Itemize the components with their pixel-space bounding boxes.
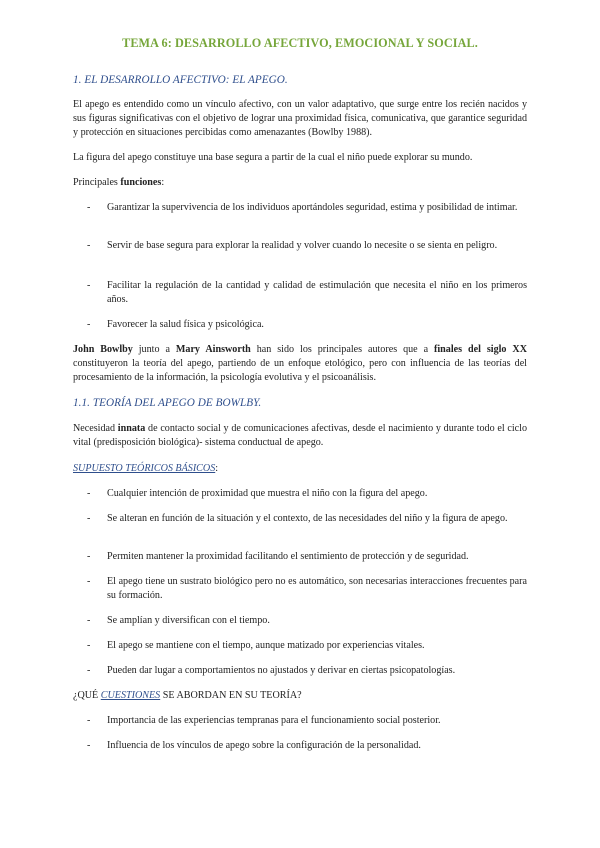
- list-item: [87, 639, 527, 653]
- supuestos-heading: [73, 462, 527, 476]
- bullet-dash: -: [87, 202, 91, 213]
- funciones-suffix: :: [161, 177, 165, 188]
- cuestiones-post: SE ABORDAN EN SU TEORÍA?: [160, 690, 302, 701]
- paragraph-apego-definition: El apego es entendido como un vínculo afectivo, con un valor adaptativo, que surge entre los recién nacidos y sus figuras significativas con el objetivo de lograr una proximidad física, comunicativa, que garantice seguridad y protección en situaciones percibidas como amenazantes (Bowlby 1988).: [73, 99, 527, 139]
- bullet-dash: -: [87, 280, 91, 291]
- authors-text-3: constituyeron la teoría del apego, partiendo de un enfoque etológico, pero con influencia de las teorías del procesamiento de la información, la psicología evolutiva y el psicoanálisis.: [73, 358, 527, 384]
- list-item-text: Se alteran en función de la situación y el contexto, de las necesidades del niño y la figura de apego.: [107, 513, 508, 524]
- bullet-dash: -: [87, 715, 91, 726]
- list-item: [87, 487, 527, 501]
- supuestos-colon: :: [215, 463, 219, 474]
- list-item: [87, 512, 527, 526]
- list-item-text: Garantizar la supervivencia de los individuos aportándoles seguridad, estima y posibilidad de intimar.: [107, 202, 518, 213]
- author-bowlby: John Bowlby: [73, 344, 133, 355]
- cuestiones-pre: ¿QUÉ: [73, 690, 101, 701]
- section-heading-1-1: 1.1. TEORÍA DEL APEGO DE BOWLBY.: [73, 397, 262, 409]
- section-heading-1: 1. EL DESARROLLO AFECTIVO: EL APEGO.: [73, 74, 288, 86]
- list-item-text: Influencia de los vínculos de apego sobre la configuración de la personalidad.: [107, 740, 421, 751]
- list-item-text: Servir de base segura para explorar la realidad y volver cuando lo necesite o se sienta en peligro.: [107, 240, 498, 251]
- funciones-label: [73, 176, 527, 190]
- list-item: [87, 239, 527, 253]
- cuestiones-underlined: CUESTIONES: [100, 690, 161, 701]
- bullet-dash: -: [87, 551, 91, 562]
- list-item-text: Favorecer la salud física y psicológica.: [107, 319, 264, 330]
- list-item: [87, 279, 527, 307]
- list-item: [87, 614, 527, 628]
- list-item-text: Facilitar la regulación de la cantidad y calidad de estimulación que necesita el niño en los primeros años.: [107, 280, 527, 306]
- authors-era: finales del siglo XX: [434, 344, 527, 355]
- page-title: TEMA 6: DESARROLLO AFECTIVO, EMOCIONAL Y SOCIAL.: [122, 36, 478, 50]
- bullet-dash: -: [87, 513, 91, 524]
- list-item: [87, 664, 527, 678]
- list-item-text: Permiten mantener la proximidad facilitando el sentimiento de protección y de seguridad.: [107, 551, 469, 562]
- funciones-prefix: Principales: [73, 177, 121, 188]
- authors-text-2: han sido los principales autores que a: [250, 344, 435, 355]
- list-item-text: El apego tiene un sustrato biológico pero no es automático, son necesarias interacciones frecuentes para su formación.: [107, 576, 527, 602]
- necesidad-suffix: de contacto social y de comunicaciones afectivas, desde el nacimiento y durante todo el ciclo vital (predisposición biológica)- sistema conductual de apego.: [73, 423, 528, 449]
- list-item-text: Se amplían y diversifican con el tiempo.: [107, 615, 270, 626]
- list-item: [87, 201, 527, 215]
- list-item: [87, 575, 527, 603]
- funciones-bold: funciones: [120, 177, 162, 188]
- bullet-dash: -: [87, 240, 91, 251]
- list-item-text: Importancia de las experiencias tempranas para el funcionamiento social posterior.: [107, 715, 441, 726]
- list-item-text: El apego se mantiene con el tiempo, aunque matizado por experiencias vitales.: [107, 640, 425, 651]
- necesidad-prefix: Necesidad: [73, 423, 118, 434]
- list-item: [87, 318, 527, 332]
- list-item-text: Cualquier intención de proximidad que muestra el niño con la figura del apego.: [107, 488, 428, 499]
- authors-text-1: junto a: [132, 344, 176, 355]
- innata-bold: innata: [117, 423, 146, 434]
- paragraph-authors: [73, 343, 527, 386]
- paragraph-necesidad-innata: [73, 422, 527, 450]
- supuestos-heading-text: SUPUESTO TEÓRICOS BÁSICOS: [73, 463, 216, 474]
- bullet-dash: -: [87, 665, 91, 676]
- paragraph-base-segura: La figura del apego constituye una base segura a partir de la cual el niño puede explorar su mundo.: [73, 152, 473, 163]
- bullet-dash: -: [87, 640, 91, 651]
- bullet-dash: -: [87, 615, 91, 626]
- list-item: [87, 739, 527, 753]
- list-item: [87, 550, 527, 564]
- bullet-dash: -: [87, 576, 91, 587]
- bullet-dash: -: [87, 740, 91, 751]
- list-item: [87, 714, 527, 728]
- cuestiones-heading: [73, 689, 527, 703]
- bullet-dash: -: [87, 488, 91, 499]
- bullet-dash: -: [87, 319, 91, 330]
- list-item-text: Pueden dar lugar a comportamientos no ajustados y derivar en ciertas psicopatologías.: [107, 665, 456, 676]
- author-ainsworth: Mary Ainsworth: [175, 344, 251, 355]
